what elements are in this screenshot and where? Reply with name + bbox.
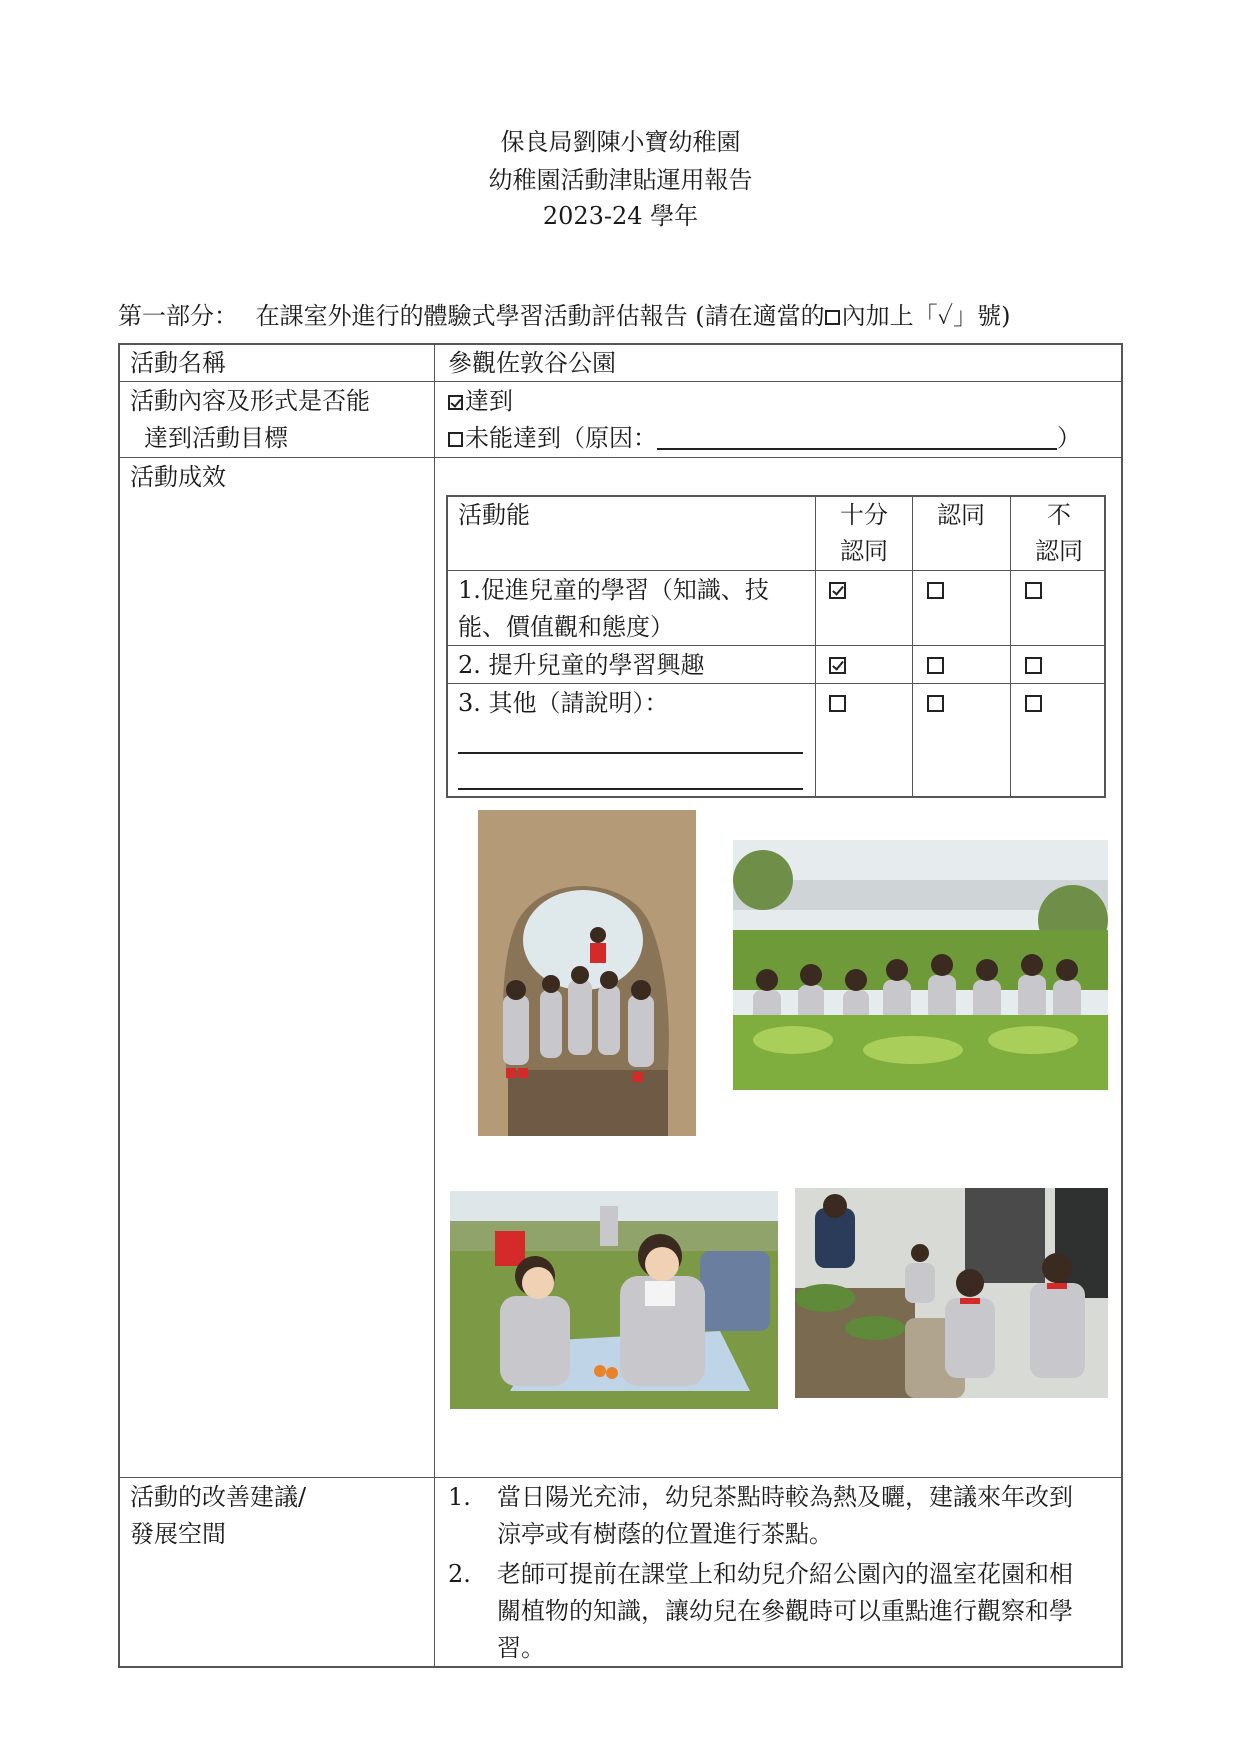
check-mark-icon: ✓ bbox=[937, 302, 954, 330]
section-suffix-a: 內加上「 bbox=[841, 302, 938, 330]
other-blank-line-1 bbox=[458, 752, 803, 754]
suggestion-2-line2: 關植物的知識，讓幼兒在參觀時可以重點進行觀察和學 bbox=[497, 1597, 1073, 1625]
outcome-item3-line1: 3. 其他（請說明）： bbox=[458, 689, 669, 717]
outcome-col2-header-line2: 認同 bbox=[840, 537, 888, 565]
item2-agree-checkbox-icon bbox=[927, 657, 944, 674]
goal-achieved-label: 達到 bbox=[465, 387, 513, 415]
suggestion-2-line1: 老師可提前在課堂上和幼兒介紹公園內的溫室花園和相 bbox=[497, 1560, 1073, 1588]
suggestion-1-number: 1. bbox=[448, 1483, 471, 1511]
section-suffix-b: 」號) bbox=[953, 302, 1011, 330]
outcome-col4-header-line1: 不 bbox=[1047, 501, 1071, 529]
outcome-item1-line2: 能、價值觀和態度） bbox=[458, 613, 674, 641]
item3-agree-checkbox-icon bbox=[927, 695, 944, 712]
item1-strongly-agree-checked-icon bbox=[829, 582, 846, 599]
item1-agree-checkbox-icon bbox=[927, 582, 944, 599]
reason-blank bbox=[657, 424, 1057, 450]
improve-label-line1: 活動的改善建議/ bbox=[130, 1483, 307, 1511]
activity-name-value: 參觀佐敦谷公園 bbox=[448, 349, 616, 377]
outcome-item1-line1: 1.促進兒童的學習（知識、技 bbox=[458, 576, 769, 604]
school-year: 2023-24 學年 bbox=[542, 202, 699, 230]
outcome-col2-header-line1: 十分 bbox=[840, 501, 888, 529]
garden-photo bbox=[733, 840, 1108, 1090]
item2-disagree-checkbox-icon bbox=[1025, 657, 1042, 674]
item3-strongly-agree-checkbox-icon bbox=[829, 695, 846, 712]
section-prefix: 第一部分： bbox=[118, 302, 238, 330]
outcome-item2-line1: 2. 提升兒童的學習興趣 bbox=[458, 651, 705, 679]
item3-disagree-checkbox-icon bbox=[1025, 695, 1042, 712]
section-text: 在課室外進行的體驗式學習活動評估報告 (請在適當的 bbox=[255, 302, 825, 330]
goal-achieved-option bbox=[448, 382, 513, 420]
goal-label-line2: 達到活動目標 bbox=[144, 424, 288, 452]
goal-not-achieved-option bbox=[448, 419, 1081, 457]
other-blank-line-2 bbox=[458, 788, 803, 790]
improve-label-line2: 發展空間 bbox=[130, 1520, 226, 1548]
outcome-col1-header: 活動能 bbox=[458, 501, 530, 529]
outcome-label: 活動成效 bbox=[130, 463, 226, 491]
goal-not-achieved-label: 未能達到（原因： bbox=[465, 424, 657, 452]
activity-name-label: 活動名稱 bbox=[130, 349, 226, 377]
suggestion-1-line1: 當日陽光充沛，幼兒茶點時較為熱及曬，建議來年改到 bbox=[497, 1483, 1073, 1511]
checkbox-icon bbox=[448, 432, 463, 447]
suggestion-1-line2: 涼亭或有樹蔭的位置進行茶點。 bbox=[497, 1520, 833, 1548]
outcome-col3-header: 認同 bbox=[937, 501, 985, 529]
section-title bbox=[118, 296, 1011, 331]
school-name: 保良局劉陳小寶幼稚園 bbox=[500, 128, 741, 156]
checked-box-icon bbox=[448, 395, 463, 410]
outcome-col4-header-line2: 認同 bbox=[1035, 537, 1083, 565]
picnic-photo bbox=[450, 1191, 778, 1409]
suggestion-2-line3: 習。 bbox=[497, 1634, 545, 1662]
cave-photo bbox=[478, 810, 696, 1136]
checkbox-icon bbox=[825, 310, 840, 325]
item2-strongly-agree-checked-icon bbox=[829, 657, 846, 674]
report-title: 幼稚園活動津貼運用報告 bbox=[488, 166, 753, 194]
goal-close-paren: ） bbox=[1057, 424, 1081, 452]
greenhouse-photo bbox=[795, 1188, 1108, 1398]
item1-disagree-checkbox-icon bbox=[1025, 582, 1042, 599]
goal-label-line1: 活動內容及形式是否能 bbox=[130, 387, 370, 415]
suggestion-2-number: 2. bbox=[448, 1560, 471, 1588]
